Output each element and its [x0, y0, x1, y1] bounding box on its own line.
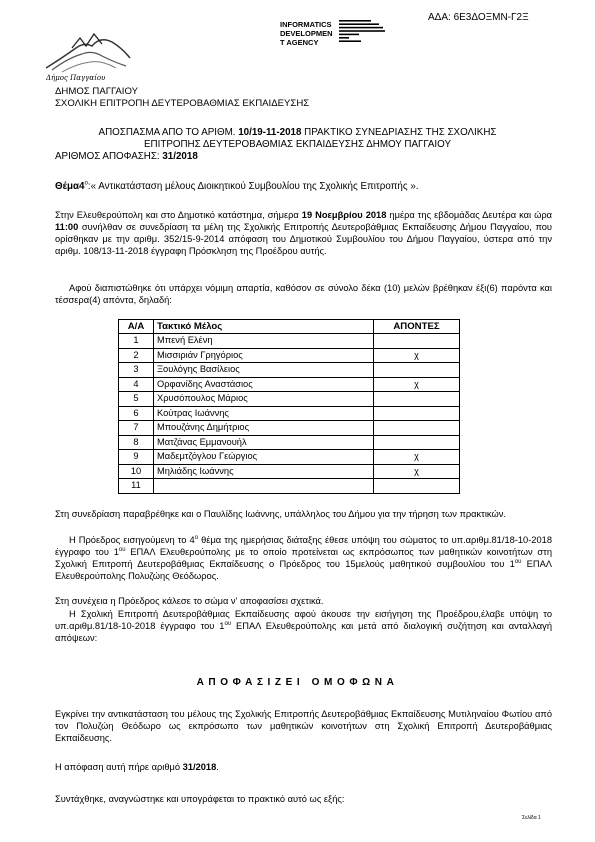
table-row	[119, 392, 460, 407]
decision-number-paragraph	[55, 761, 552, 773]
decision-number	[55, 151, 198, 162]
decision-label: ΑΡΙΘΜΟΣ ΑΠΟΦΑΣΗΣ:	[55, 151, 163, 162]
page-number: Σελίδα 1	[522, 815, 541, 821]
title-pre: ΑΠΟΣΠΑΣΜΑ ΑΠΟ ΤΟ ΑΡΙΘΜ.	[98, 127, 239, 138]
agency-line-2: DEVELOPMEN	[280, 29, 333, 38]
quorum-paragraph: Αφού διαπιστώθηκε ότι υπάρχει νόμιμη απαρτία, καθόσον σε σύνολο δέκα (10) μελών βρέθηκαν έξι(6) παρόντα και τέσσερα(4) απόντα, δηλαδή:	[55, 283, 552, 305]
decision-sentence: Η απόφαση αυτή πήρε αριθμό	[55, 762, 183, 772]
subject-text: :« Αντικατάσταση μέλους Διοικητικού Συμβουλίου της Σχολικής Επιτροπής ».	[87, 181, 419, 192]
proposal-sup-1: ο	[194, 534, 199, 541]
absent-mark	[374, 392, 460, 407]
title-post: ΠΡΑΚΤΙΚΟ ΣΥΝΕΔΡΙΑΣΗΣ ΤΗΣ ΣΧΟΛΙΚΗΣ	[301, 127, 497, 138]
absent-mark	[374, 435, 460, 450]
col-header-number: Α/Α	[119, 320, 154, 334]
issuer-header	[55, 86, 309, 110]
proposal-text-3: ΕΠΑΛ Ελευθερούπολης με το οποίο προτείνεται ως εκπρόσωπος των μαθητικών κοινοτήτων στη Σχολική Επιτροπή Δευτεροβάθμιας Εκπαίδευσης ο Πρόεδρος του 15μελούς μαθητικού συμβουλίου του 1	[55, 547, 552, 569]
table-row	[119, 363, 460, 378]
approval-paragraph: Εγκρίνει την αντικατάσταση του μέλους της Σχολικής Επιτροπής Δευτεροβάθμιας Εκπαίδευσης Μυτιληναίου Φωτίου από τον Πολυζώη Θεόδωρο ως εκπρόσωπο των μαθητικών κοινοτήτων στη Σχολική Επιτροπή Δευτεροβάθμιας Εκπαίδευσης.	[55, 709, 552, 743]
members-table	[118, 319, 460, 494]
member-name: Ματζάνας Εμμανουήλ	[154, 435, 374, 450]
member-number: 7	[119, 421, 154, 436]
member-number: 8	[119, 435, 154, 450]
proposal-sup-3: ου	[514, 558, 522, 565]
subject-line	[55, 181, 419, 192]
subject-sup: ο	[84, 180, 88, 187]
table-row	[119, 406, 460, 421]
intro-paragraph	[55, 209, 552, 257]
document-id: ΑΔΑ: 6Ε3ΔΟΞΜΝ-Γ2Ξ	[428, 12, 529, 23]
member-name: Μπενή Ελένη	[154, 334, 374, 349]
agency-fine-print	[339, 20, 389, 46]
minutes-keeper-paragraph: Στη συνεδρίαση παραβρέθηκε και ο Παυλίδης Ιωάννης, υπάλληλος του Δήμου για την τήρηση των πρακτικών.	[55, 509, 506, 519]
member-number: 2	[119, 348, 154, 363]
member-name: Χρυσόπουλος Μάριος	[154, 392, 374, 407]
absent-mark: χ	[374, 377, 460, 392]
absent-mark	[374, 479, 460, 494]
document-title	[40, 127, 555, 151]
member-name	[154, 479, 374, 494]
unanimous-decision-heading: ΑΠΟΦΑΣΙΖΕΙ ΟΜΟΦΩΝΑ	[196, 677, 399, 688]
col-header-absent: ΑΠΟΝΤΕΣ	[374, 320, 460, 334]
meeting-time: 11:00	[55, 222, 79, 232]
col-header-member: Τακτικό Μέλος	[154, 320, 374, 334]
member-number: 1	[119, 334, 154, 349]
deliberation-sup: ου	[224, 620, 232, 627]
deliberation-paragraph	[55, 608, 552, 644]
absent-mark: χ	[374, 464, 460, 479]
absent-mark	[374, 406, 460, 421]
member-number: 9	[119, 450, 154, 465]
proposal-text-1: Η Πρόεδρος εισηγούμενη το 4	[69, 535, 195, 545]
agency-line-1: INFORMATICS	[280, 20, 332, 29]
decision-sentence-number: 31/2018	[182, 762, 217, 772]
intro-text-2: ημέρα της εβδομάδας Δευτέρα και ώρα	[389, 210, 552, 220]
agency-line-3: T AGENCY	[280, 38, 319, 47]
member-number: 10	[119, 464, 154, 479]
table-row	[119, 377, 460, 392]
committee-name: ΣΧΟΛΙΚΗ ΕΠΙΤΡΟΠΗ ΔΕΥΤΕΡΟΒΑΘΜΙΑΣ ΕΚΠΑΙΔΕΥΣΗΣ	[55, 98, 310, 109]
member-name: Μηλιάδης Ιωάννης	[154, 464, 374, 479]
agency-name	[280, 20, 333, 47]
table-row	[119, 348, 460, 363]
table-row	[119, 464, 460, 479]
member-number: 5	[119, 392, 154, 407]
table-row	[119, 479, 460, 494]
vote-call-paragraph: Στη συνέχεια η Πρόεδρος κάλεσε το σώμα ν' αποφασίσει σχετικά.	[55, 596, 324, 606]
meeting-date: 19 Νοεμβρίου 2018	[301, 210, 387, 220]
proposal-text-2: θέμα της ημερήσιας διάταξης έθεσε υπόψη του σώματος το υπ.αριθμ.81/18-10-2018 έγγραφο του 1	[55, 535, 552, 557]
subject-label: Θέμα4	[55, 181, 85, 192]
member-number: 4	[119, 377, 154, 392]
proposal-sup-2: ου	[118, 546, 126, 553]
member-name: Ξουλόγης Βασίλειος	[154, 363, 374, 378]
absent-mark	[374, 334, 460, 349]
intro-text-3: συνήλθαν σε συνεδρίαση τα μέλη της Σχολικής Επιτροπής Δευτεροβάθμιας Εκπαίδευσης Δήμου Παγγαίου, που ορίσθηκαν με την αριθμ. 352/15-9-2014 απόφαση του Δημοτικού Συμβουλίου του Δήμου Παγγαίου, ύστερα από την αριθμ. 108/13-11-2018 έγγραφη Πρόσκληση της Προέδρου αυτής.	[55, 222, 552, 256]
municipality-name: ΔΗΜΟΣ ΠΑΓΓΑΙΟΥ	[55, 86, 139, 97]
proposal-paragraph	[55, 534, 552, 582]
logo-caption: Δήμος Παγγαίου	[46, 74, 106, 82]
absent-mark	[374, 363, 460, 378]
proposal-text-4: ΕΠΑΛ Ελευθερούπολης Πολυζώης Θεόδωρος.	[55, 559, 552, 581]
table-row	[119, 450, 460, 465]
minutes-number: 10/19-11-2018	[238, 127, 302, 138]
absent-mark	[374, 421, 460, 436]
title-line-2: ΕΠΙΤΡΟΠΗΣ ΔΕΥΤΕΡΟΒΑΘΜΙΑΣ ΕΚΠΑΙΔΕΥΣΗΣ ΔΗΜΟΥ ΠΑΓΓΑΙΟΥ	[144, 139, 451, 150]
member-name: Μαδεμτζόγλου Γεώργιος	[154, 450, 374, 465]
decision-sentence-end: .	[216, 762, 219, 772]
member-name: Ορφανίδης Αναστάσιος	[154, 377, 374, 392]
member-name: Κούτρας Ιωάννης	[154, 406, 374, 421]
table-row	[119, 334, 460, 349]
deliberation-text-1: Η Σχολική Επιτροπή Δευτεροβάθμιας Εκπαίδευσης αφού άκουσε την εισήγηση της Προέδρου,έλαβε υπόψη το υπ.αριθμ.81/18-10-2018 έγγραφο του 1	[55, 609, 552, 631]
member-name: Μπουζάνης Δημήτριος	[154, 421, 374, 436]
intro-text-1: Στην Ελευθερούπολη και στο Δημοτικό κατάστημα, σήμερα	[55, 210, 299, 220]
member-name: Μισσιριάν Γρηγόριος	[154, 348, 374, 363]
table-row	[119, 435, 460, 450]
decision-value: 31/2018	[162, 151, 198, 162]
member-number: 6	[119, 406, 154, 421]
table-row	[119, 421, 460, 436]
member-number: 11	[119, 479, 154, 494]
deliberation-text-2: ΕΠΑΛ Ελευθερούπολης και μετά από διαλογική συζήτηση και ανταλλαγή απόψεων:	[55, 621, 552, 643]
absent-mark: χ	[374, 348, 460, 363]
absent-mark: χ	[374, 450, 460, 465]
member-number: 3	[119, 363, 154, 378]
table-header-row	[119, 320, 460, 334]
signature-intro-paragraph: Συντάχθηκε, αναγνώστηκε και υπογράφεται το πρακτικό αυτό ως εξής:	[55, 794, 345, 804]
